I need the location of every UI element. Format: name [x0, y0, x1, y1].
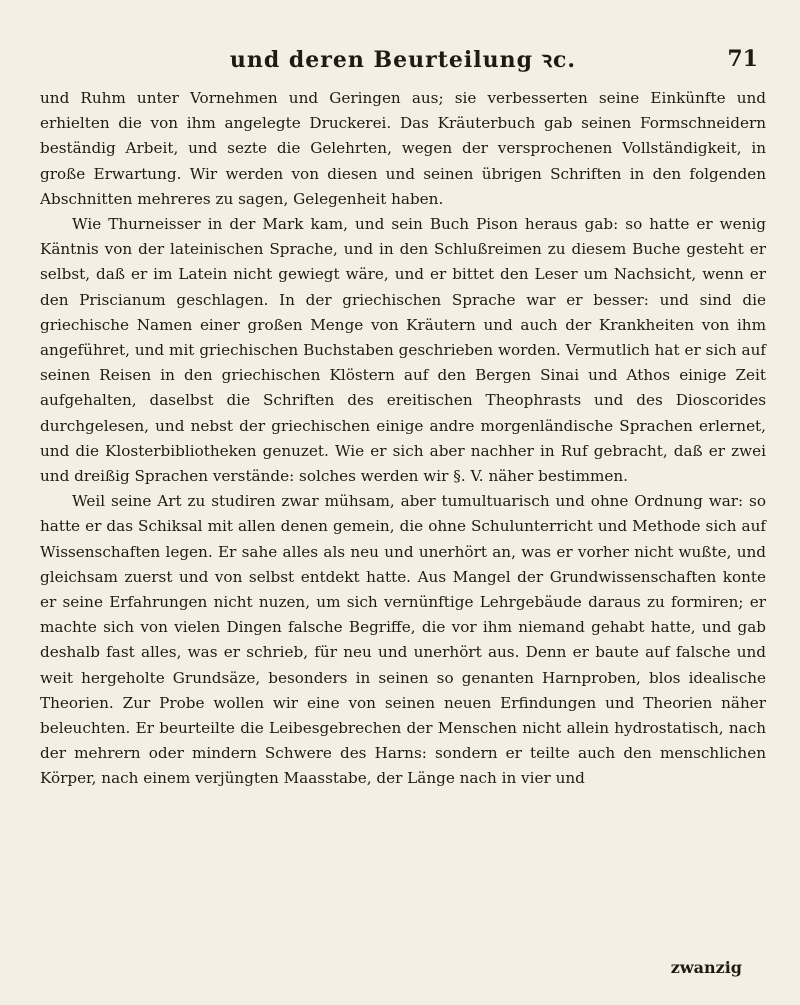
paragraph-1: und Ruhm unter Vornehmen und Geringen aus; sie verbesserten seine Einkünfte und erhielten die von ihm angelegte Druckerei. Das Kräuterbuch gab seinen Formschneidern beständig Arbeit, und sezte die Gelehrten, wegen der versprochenen Vollständigkeit, in große Erwartung. Wir werden von diesen und seinen übrigen Schriften in den folgenden Abschnitten mehreres zu sagen, Gelegenheit haben.	[40, 89, 766, 208]
running-title: und deren Beurteilung ꝛc.	[229, 47, 577, 73]
catchword: zwanzig	[670, 958, 742, 977]
running-head	[40, 44, 766, 80]
page-number: 71	[727, 46, 758, 72]
body-text	[40, 86, 766, 792]
paragraph-2: Wie Thurneisser in der Mark kam, und sein Buch Pison heraus gab: so hatte er wenig Käntnis von der lateinischen Sprache, und in den Schlußreimen zu diesem Buche gesteht er selbst, daß er im Latein nicht gewiegt wäre, und er bittet den Leser um Nachsicht, wenn er den Priscianum geschlagen. In der griechischen Sprache war er besser: und sind die griechische Namen einer großen Menge von Kräutern und auch der Krankheiten von ihm angeführet, und mit griechischen Buchstaben geschrieben worden. Vermutlich hat er sich auf seinen Reisen in den griechischen Klöstern auf den Bergen Sinai und Athos einige Zeit aufgehalten, daselbst die Schriften des ereitischen Theophrasts und des Dioscorides durchgelesen, und nebst der griechischen einige andre morgenländische Sprachen erlernet, und die Klosterbibliotheken genuzet. Wie er sich aber nachher in Ruf gebracht, daß er zwei und dreißig Sprachen verstände: solches werden wir §. V. näher bestimmen.	[40, 215, 766, 486]
paragraph-3: Weil seine Art zu studiren zwar mühsam, aber tumultuarisch und ohne Ordnung war: so hatte er das Schiksal mit allen denen gemein, die ohne Schulunterricht und Methode sich auf Wissenschaften legen. Er sahe alles als neu und unerhört an, was er vorher nicht wußte, und gleichsam zuerst und von selbst entdekt hatte. Aus Mangel der Grundwissenschaften konte er seine Erfahrungen nicht nuzen, um sich vernünftige Lehrgebäude daraus zu formiren; er machte sich von vielen Dingen falsche Begriffe, die vor ihm niemand gehabt hatte, und gab deshalb fast alles, was er schrieb, für neu und unerhört aus. Denn er baute auf falsche und weit hergeholte Grundsäze, besonders in seinen so genanten Harnproben, blos idealische Theorien. Zur Probe wollen wir eine von seinen neuen Erfindungen und Theorien näher beleuchten. Er beurteilte die Leibesgebrechen der Menschen nicht allein hydrostatisch, nach der mehrern oder mindern Schwere des Harns: sondern er teilte auch den menschlichen Körper, nach einem verjüngten Maasstabe, der Länge nach in vier und	[40, 492, 766, 788]
